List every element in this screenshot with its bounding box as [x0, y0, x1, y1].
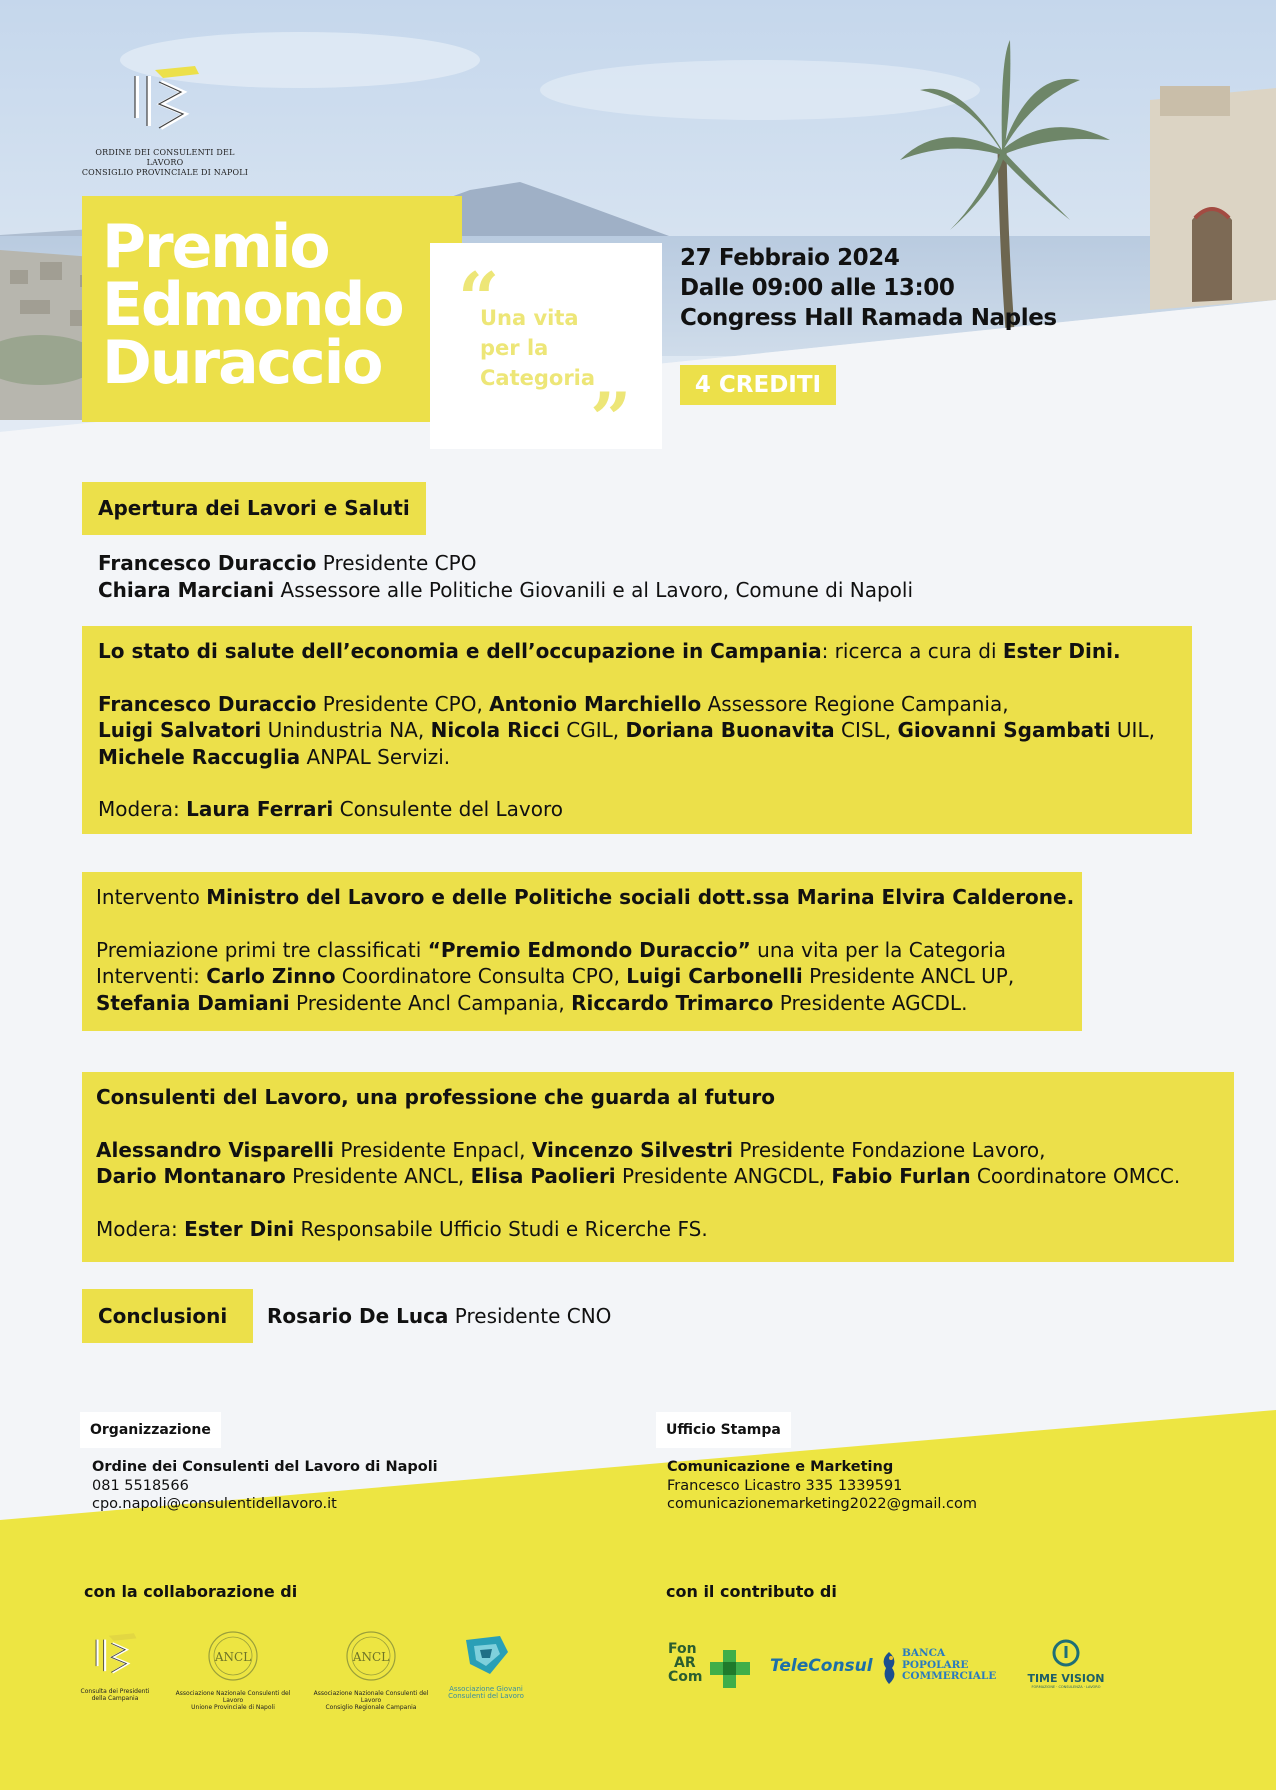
session3-speakers-line-2: [96, 1163, 1220, 1190]
speaker-role: CISL,: [834, 718, 898, 742]
speaker-name: Rosario De Luca: [267, 1304, 449, 1328]
moderator-role: Responsabile Ufficio Studi e Ricerche FS.: [294, 1216, 708, 1241]
speaker-name: Riccardo Trimarco: [571, 990, 774, 1015]
partner-ancl-napoli: [168, 1630, 298, 1711]
ufficio-stampa-email[interactable]: comunicazionemarketing2022@gmail.com: [667, 1496, 977, 1512]
speaker-role: Presidente CNO: [448, 1304, 612, 1328]
logo-line-2: CONSIGLIO PROVINCIALE DI NAPOLI: [81, 168, 249, 177]
speaker-name: Dario Montanaro: [96, 1164, 286, 1188]
bpc-line: COMMERCIALE: [902, 1670, 997, 1682]
speaker-name: Doriana Buonavita: [625, 718, 835, 742]
fonarcom-line: Fon: [668, 1641, 697, 1657]
session-future: [82, 1072, 1234, 1262]
time-vision-icon: [1051, 1638, 1081, 1668]
speaker-role: Presidente Enpacl,: [334, 1137, 532, 1162]
speaker-name: Francesco Duraccio: [98, 691, 317, 716]
credits-badge: 4 CREDITI: [680, 365, 836, 405]
ordine-logo-name: [80, 148, 250, 178]
speaker-role: Presidente CPO: [316, 551, 477, 575]
speaker-role: Presidente Fondazione Lavoro,: [733, 1137, 1046, 1162]
speaker-name: Fabio Furlan: [831, 1164, 971, 1188]
ufficio-stampa-label: Ufficio Stampa: [656, 1412, 791, 1448]
speaker-role: CGIL,: [559, 718, 626, 742]
ordine-logo-mark: [125, 64, 205, 140]
caption-line: Associazione Nazionale Consulenti del Lavoro: [175, 1690, 291, 1704]
ufficio-stampa-phone: Francesco Licastro 335 1339591: [667, 1477, 903, 1494]
opening-label: Apertura dei Lavori e Saluti: [82, 482, 426, 535]
session1-moderator: [98, 796, 1176, 823]
opening-speaker-1: [98, 550, 913, 577]
ancl-mark: ANCL: [214, 1650, 252, 1664]
session1-speakers-line-2: [98, 717, 1176, 744]
moderator-label: Modera:: [96, 1216, 185, 1241]
session3-title-text: Consulenti del Lavoro, una professione che guarda al futuro: [96, 1085, 775, 1109]
partner-caption: [70, 1688, 160, 1702]
fonarcom-cross-icon: [710, 1650, 750, 1688]
partner-giovani-consulenti: [446, 1634, 526, 1700]
quote-line-2: per la: [480, 336, 549, 360]
partner-caption: [446, 1686, 526, 1700]
opening-speakers: [98, 550, 913, 603]
sponsor-banca-popolare: [880, 1648, 1006, 1688]
speaker-name: Luigi Salvatori: [98, 718, 262, 742]
speaker-role: Assessore alle Politiche Giovanili e al Lavoro, Comune di Napoli: [274, 577, 914, 602]
session1-title-bold: Lo stato di salute dell’economia e dell’occupazione in Campania: [98, 639, 822, 663]
session2-intro-label: Intervento: [96, 885, 207, 909]
speaker-name: Vincenzo Silvestri: [531, 1137, 733, 1162]
sponsor-time-vision: [1022, 1638, 1110, 1689]
partner-caption: [168, 1690, 298, 1711]
speaker-name: Elisa Paolieri: [470, 1164, 616, 1188]
session-minister: [82, 872, 1082, 1031]
speaker-name: Chiara Marciani: [98, 577, 275, 602]
caption-line: Unione Provinciale di Napoli: [191, 1704, 275, 1711]
time-vision-wordmark: TIME VISION: [1027, 1672, 1105, 1685]
caption-line: Consulenti del Lavoro: [448, 1692, 524, 1700]
quote-box: [430, 243, 662, 461]
speaker-name: Francesco Duraccio: [98, 551, 317, 575]
collaboration-title: con la collaborazione di: [84, 1582, 298, 1601]
session2-minister: Ministro del Lavoro e delle Politiche sociali dott.ssa Marina Elvira Calderone.: [206, 885, 1075, 909]
ancl-mark: ANCL: [352, 1650, 390, 1664]
quote-line-1: Una vita: [480, 306, 579, 330]
speaker-name: Carlo Zinno: [206, 964, 336, 988]
organizzazione-org: Ordine dei Consulenti del Lavoro di Napoli: [92, 1459, 438, 1475]
caption-line: Consiglio Regionale Campania: [325, 1704, 417, 1711]
interventi-label: Interventi:: [96, 964, 207, 988]
session1-researcher: Ester Dini.: [1002, 639, 1121, 663]
speaker-name: Luigi Carbonelli: [626, 964, 803, 988]
ufficio-stampa-org: Comunicazione e Marketing: [667, 1459, 894, 1475]
title-line-3: Duraccio: [102, 328, 382, 398]
ancl-logo-icon: [343, 1630, 399, 1682]
bpc-wordmark: [902, 1648, 996, 1683]
session1-speakers-line-3: [98, 744, 1176, 771]
ufficio-stampa-contact: [667, 1458, 977, 1514]
speaker-role: UIL,: [1110, 718, 1155, 742]
moderator-label: Modera:: [98, 797, 187, 821]
session1-title: [98, 638, 1176, 665]
logo-line-1: ORDINE DEI CONSULENTI DEL LAVORO: [95, 148, 235, 167]
moderator-name: Laura Ferrari: [186, 797, 334, 821]
session3-title: [96, 1084, 1220, 1111]
partner-ancl-campania: [306, 1630, 436, 1711]
bpc-line: BANCA: [902, 1647, 946, 1659]
speaker-role: Presidente ANGCDL,: [615, 1164, 832, 1188]
caption-line: della Campania: [91, 1695, 139, 1702]
title-line-1: Premio: [102, 212, 329, 282]
close-quote-icon: ”: [590, 376, 632, 461]
speaker-name: Stefania Damiani: [96, 990, 290, 1015]
session2-speakers-line-1: [96, 963, 1068, 990]
sponsor-fonarcom: [668, 1642, 754, 1694]
fonarcom-line: AR: [674, 1655, 696, 1671]
session1-speakers-line-1: [98, 691, 1176, 718]
session3-speakers-line-1: [96, 1137, 1220, 1164]
opening-speaker-2: [98, 577, 913, 604]
speaker-role: Assessore Regione Campania,: [701, 691, 1009, 716]
time-vision-tagline: FORMAZIONE · CONSULENZA · LAVORO: [1031, 1685, 1101, 1689]
award-post: una vita per la Categoria: [750, 937, 1007, 962]
moderator-name: Ester Dini: [184, 1216, 295, 1241]
speaker-role: Presidente AGCDL.: [773, 990, 968, 1015]
session3-moderator: [96, 1216, 1220, 1243]
caption-line: Associazione Giovani: [449, 1685, 523, 1693]
session2-intro: [96, 884, 1075, 911]
session2-speakers-line-2: [96, 990, 1068, 1017]
fonarcom-wordmark: [668, 1642, 702, 1684]
speaker-role: Coordinatore OMCC.: [970, 1164, 1181, 1188]
quote-line-3: Categoria: [480, 366, 596, 390]
award-pre: Premiazione primi tre classificati: [96, 937, 428, 962]
session2-award: [96, 937, 1068, 964]
bpc-line: POPOLARE: [902, 1658, 969, 1671]
ancl-logo-icon: [205, 1630, 261, 1682]
session1-title-rest: : ricerca a cura di: [821, 639, 1003, 663]
conclusion-label: Conclusioni: [82, 1289, 253, 1343]
bpc-bird-icon: [880, 1650, 898, 1686]
organizzazione-label: Organizzazione: [80, 1412, 221, 1448]
speaker-name: Alessandro Visparelli: [96, 1137, 335, 1162]
event-time: Dalle 09:00 alle 13:00: [680, 275, 955, 301]
consulta-logo-icon: [88, 1632, 142, 1680]
organizzazione-phone: 081 5518566: [92, 1477, 189, 1494]
contribution-title: con il contributo di: [666, 1582, 837, 1601]
caption-line: Consulta dei Presidenti: [80, 1688, 150, 1695]
partner-caption: [306, 1690, 436, 1711]
speaker-name: Antonio Marchiello: [489, 691, 702, 716]
partner-consulta-presidenti: [70, 1632, 160, 1702]
open-quote-icon: “: [458, 256, 500, 341]
speaker-name: Giovanni Sgambati: [897, 718, 1111, 742]
sponsor-teleconsul: TeleConsul: [770, 1656, 873, 1676]
speaker-role: Presidente ANCL UP,: [802, 964, 1015, 988]
speaker-role: ANPAL Servizi.: [300, 744, 451, 769]
speaker-role: Presidente Ancl Campania,: [289, 990, 572, 1015]
caption-line: Associazione Nazionale Consulenti del Lavoro: [313, 1690, 429, 1704]
event-info: [680, 243, 1057, 333]
session-economy: [82, 626, 1192, 834]
speaker-name: Michele Raccuglia: [98, 744, 301, 769]
award-name: “Premio Edmondo Duraccio”: [427, 937, 751, 962]
ordine-logo: [80, 64, 250, 178]
speaker-role: Unindustria NA,: [261, 718, 431, 742]
fonarcom-line: Com: [668, 1669, 703, 1685]
speaker-role: Coordinatore Consulta CPO,: [335, 964, 627, 988]
organizzazione-email[interactable]: cpo.napoli@consulentidellavoro.it: [92, 1496, 337, 1512]
organizzazione-contact: [92, 1458, 438, 1514]
speaker-role: Presidente ANCL,: [285, 1164, 471, 1188]
speaker-name: Nicola Ricci: [430, 718, 560, 742]
moderator-role: Consulente del Lavoro: [333, 797, 564, 821]
speaker-role: Presidente CPO,: [316, 691, 490, 716]
conclusion-speaker: [267, 1303, 611, 1330]
event-date: 27 Febbraio 2024: [680, 245, 900, 271]
event-venue: Congress Hall Ramada Naples: [680, 305, 1057, 331]
title-box: [82, 196, 462, 422]
title-line-2: Edmondo: [102, 270, 403, 340]
giovani-logo-icon: [460, 1634, 512, 1678]
